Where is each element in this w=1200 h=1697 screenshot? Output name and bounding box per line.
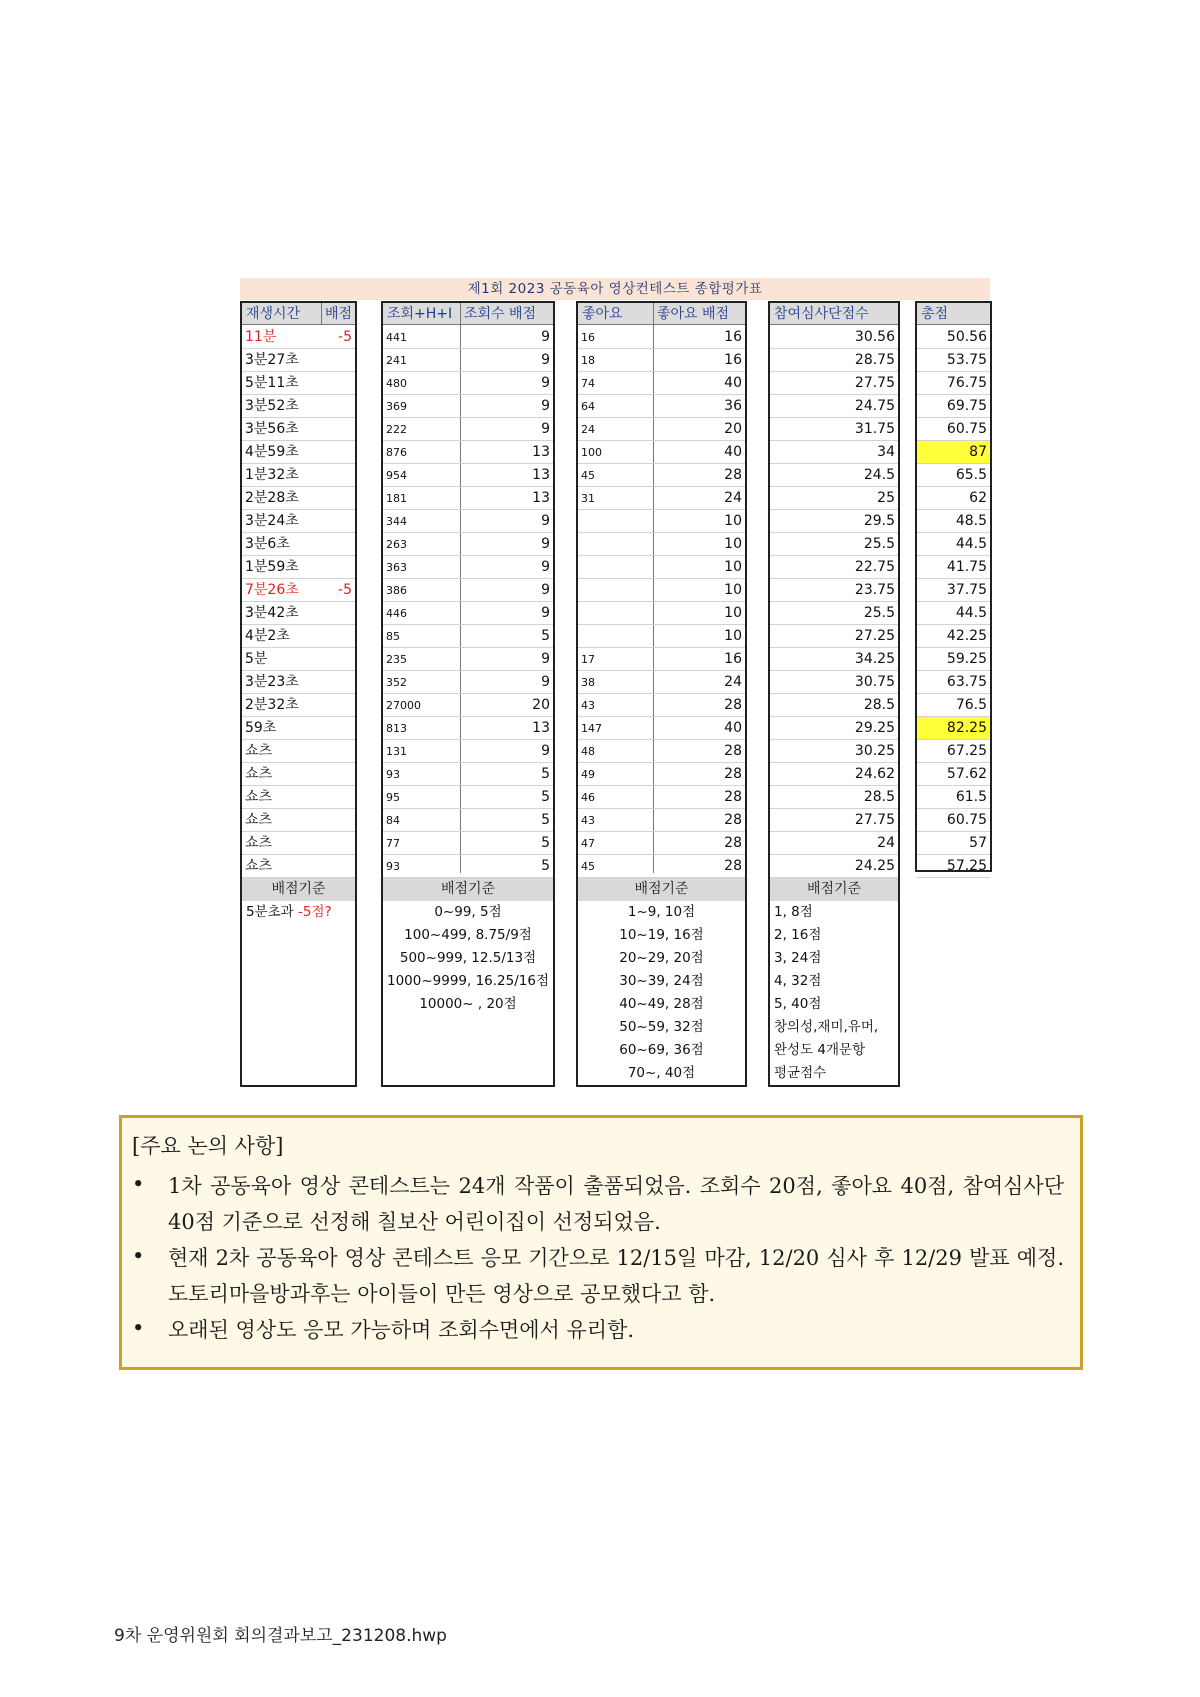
cell-views: 131	[383, 740, 461, 763]
cell-likes	[578, 556, 654, 579]
cell-total-score: 63.75	[917, 671, 990, 694]
cell-total-score: 44.5	[917, 533, 990, 556]
cell-views-score: 20	[461, 694, 553, 717]
cell-total-score: 50.56	[917, 326, 990, 349]
cell-likes	[578, 533, 654, 556]
criteria-views-item: 1000~9999, 16.25/16점	[386, 973, 550, 989]
criteria-judges-item: 1, 8점	[774, 904, 813, 920]
cell-total-score: 60.75	[917, 418, 990, 441]
cell-likes-score: 20	[654, 418, 745, 441]
cell-time-penalty	[322, 556, 355, 579]
cell-likes-score: 28	[654, 694, 745, 717]
cell-likes: 49	[578, 763, 654, 786]
cell-views-score: 5	[461, 832, 553, 855]
criteria-likes-item: 30~39, 24점	[619, 973, 704, 989]
cell-judge-score: 25.5	[770, 602, 898, 625]
cell-views-score: 5	[461, 625, 553, 648]
cell-views-score: 13	[461, 464, 553, 487]
cell-views: 441	[383, 326, 461, 349]
cell-views: 27000	[383, 694, 461, 717]
header-time-penalty: 배점	[322, 303, 355, 325]
discussion-heading: [주요 논의 사항]	[132, 1134, 284, 1158]
cell-play-time: 59초	[242, 717, 322, 740]
cell-time-penalty	[322, 740, 355, 763]
cell-likes-score: 40	[654, 372, 745, 395]
cell-likes-score: 16	[654, 648, 745, 671]
criteria-views-item: 10000~ , 20점	[419, 996, 517, 1012]
cell-total-score: 57.62	[917, 763, 990, 786]
cell-likes-score: 40	[654, 441, 745, 464]
cell-play-time: 쇼츠	[242, 786, 322, 809]
cell-play-time: 쇼츠	[242, 855, 322, 878]
time-column-group	[240, 301, 357, 1087]
criteria-judges-item: 완성도 4개문항	[774, 1042, 866, 1058]
cell-time-penalty	[322, 602, 355, 625]
table-title: 제1회 2023 공동육아 영상컨테스트 종합평가표	[240, 278, 990, 300]
cell-views-score: 9	[461, 349, 553, 372]
cell-views: 93	[383, 855, 461, 878]
evaluation-spreadsheet	[240, 278, 990, 1089]
cell-views: 480	[383, 372, 461, 395]
cell-time-penalty	[322, 648, 355, 671]
cell-total-score: 59.25	[917, 648, 990, 671]
cell-likes-score: 28	[654, 763, 745, 786]
cell-time-penalty	[322, 763, 355, 786]
cell-time-penalty	[322, 855, 355, 878]
criteria-likes-item: 10~19, 16점	[619, 927, 704, 943]
criteria-header: 배점기준	[242, 878, 355, 901]
cell-views: 954	[383, 464, 461, 487]
cell-views: 363	[383, 556, 461, 579]
cell-judge-score: 27.25	[770, 625, 898, 648]
cell-time-penalty	[322, 464, 355, 487]
cell-views-score: 5	[461, 809, 553, 832]
cell-likes: 18	[578, 349, 654, 372]
criteria-views-item: 0~99, 5점	[434, 904, 502, 920]
cell-likes-score: 28	[654, 855, 745, 878]
cell-likes: 43	[578, 809, 654, 832]
cell-likes-score: 10	[654, 556, 745, 579]
cell-views: 386	[383, 579, 461, 602]
criteria-judges-item: 창의성,재미,유머,	[774, 1019, 879, 1035]
cell-time-penalty	[322, 786, 355, 809]
cell-views-score: 9	[461, 671, 553, 694]
cell-likes: 74	[578, 372, 654, 395]
cell-time-penalty	[322, 510, 355, 533]
header-likes: 좋아요	[578, 303, 654, 325]
cell-time-penalty	[322, 717, 355, 740]
cell-likes-score: 16	[654, 326, 745, 349]
cell-likes-score: 28	[654, 740, 745, 763]
cell-likes	[578, 510, 654, 533]
cell-judge-score: 24.75	[770, 395, 898, 418]
cell-views: 352	[383, 671, 461, 694]
cell-judge-score: 25	[770, 487, 898, 510]
cell-likes: 43	[578, 694, 654, 717]
cell-play-time: 5분	[242, 648, 322, 671]
cell-likes: 45	[578, 855, 654, 878]
criteria-views-item: 500~999, 12.5/13점	[399, 950, 537, 966]
cell-views: 235	[383, 648, 461, 671]
criteria-views-item: 100~499, 8.75/9점	[404, 927, 532, 943]
cell-judge-score: 23.75	[770, 579, 898, 602]
cell-play-time: 3분23초	[242, 671, 322, 694]
criteria-likes-item: 50~59, 32점	[619, 1019, 704, 1035]
cell-views: 876	[383, 441, 461, 464]
header-judges: 참여심사단점수	[770, 303, 898, 325]
criteria-header: 배점기준	[383, 878, 553, 901]
cell-likes-score: 10	[654, 602, 745, 625]
cell-time-penalty	[322, 625, 355, 648]
views-column-group	[381, 301, 555, 1087]
cell-likes: 17	[578, 648, 654, 671]
cell-views-score: 13	[461, 441, 553, 464]
cell-views-score: 5	[461, 855, 553, 878]
total-column-group	[915, 301, 992, 872]
cell-play-time: 3분56초	[242, 418, 322, 441]
cell-total-score: 76.5	[917, 694, 990, 717]
cell-views-score: 9	[461, 418, 553, 441]
judges-column-group	[768, 301, 900, 1087]
cell-play-time: 3분6초	[242, 533, 322, 556]
cell-time-penalty	[322, 372, 355, 395]
cell-likes	[578, 579, 654, 602]
cell-judge-score: 29.25	[770, 717, 898, 740]
cell-total-score: 82.25	[917, 717, 990, 740]
cell-judge-score: 31.75	[770, 418, 898, 441]
cell-likes-score: 10	[654, 510, 745, 533]
cell-views-score: 5	[461, 786, 553, 809]
cell-views-score: 9	[461, 579, 553, 602]
cell-views-score: 9	[461, 556, 553, 579]
header-time: 재생시간	[242, 303, 322, 325]
cell-play-time: 7분26초	[242, 579, 322, 602]
cell-views: 813	[383, 717, 461, 740]
cell-likes: 48	[578, 740, 654, 763]
cell-likes-score: 28	[654, 786, 745, 809]
cell-judge-score: 27.75	[770, 372, 898, 395]
cell-likes-score: 28	[654, 809, 745, 832]
cell-likes	[578, 602, 654, 625]
cell-play-time: 4분59초	[242, 441, 322, 464]
cell-likes-score: 10	[654, 579, 745, 602]
cell-total-score: 76.75	[917, 372, 990, 395]
criteria-header: 배점기준	[578, 878, 745, 901]
cell-views: 263	[383, 533, 461, 556]
bullet-icon: •	[132, 1244, 145, 1268]
cell-play-time: 1분32초	[242, 464, 322, 487]
cell-judge-score: 24	[770, 832, 898, 855]
cell-total-score: 53.75	[917, 349, 990, 372]
cell-judge-score: 24.62	[770, 763, 898, 786]
cell-time-penalty	[322, 395, 355, 418]
cell-total-score: 61.5	[917, 786, 990, 809]
cell-views-score: 9	[461, 740, 553, 763]
cell-time-penalty: -5	[322, 326, 355, 349]
likes-column-group	[576, 301, 747, 1087]
cell-views: 77	[383, 832, 461, 855]
cell-likes-score: 36	[654, 395, 745, 418]
cell-total-score: 42.25	[917, 625, 990, 648]
header-total: 총점	[917, 303, 990, 325]
cell-total-score: 62	[917, 487, 990, 510]
cell-views: 369	[383, 395, 461, 418]
criteria-judges-item: 평균점수	[774, 1065, 827, 1081]
header-likes-score: 좋아요 배점	[654, 303, 745, 325]
cell-likes: 24	[578, 418, 654, 441]
criteria-judges-item: 5, 40점	[774, 996, 822, 1012]
cell-views-score: 9	[461, 326, 553, 349]
header-views-score: 조회수 배점	[461, 303, 553, 325]
discussion-item-3: 오래된 영상도 응모 가능하며 조회수면에서 유리함.	[168, 1318, 635, 1342]
criteria-likes-item: 70~, 40점	[627, 1065, 696, 1081]
cell-judge-score: 24.25	[770, 855, 898, 878]
criteria-time	[242, 901, 332, 924]
cell-play-time: 쇼츠	[242, 740, 322, 763]
cell-play-time: 3분27초	[242, 349, 322, 372]
cell-likes: 147	[578, 717, 654, 740]
cell-views: 446	[383, 602, 461, 625]
cell-judge-score: 27.75	[770, 809, 898, 832]
header-views: 조회+H+I	[383, 303, 461, 325]
cell-views-score: 9	[461, 372, 553, 395]
cell-time-penalty: -5	[322, 579, 355, 602]
cell-views-score: 9	[461, 648, 553, 671]
cell-judge-score: 30.75	[770, 671, 898, 694]
criteria-likes-item: 60~69, 36점	[619, 1042, 704, 1058]
cell-time-penalty	[322, 418, 355, 441]
cell-total-score: 57	[917, 832, 990, 855]
cell-judge-score: 30.25	[770, 740, 898, 763]
criteria-likes-item: 1~9, 10점	[627, 904, 696, 920]
cell-views: 95	[383, 786, 461, 809]
cell-play-time: 5분11초	[242, 372, 322, 395]
cell-play-time: 4분2초	[242, 625, 322, 648]
cell-views-score: 13	[461, 487, 553, 510]
cell-judge-score: 24.5	[770, 464, 898, 487]
criteria-judges-item: 3, 24점	[774, 950, 822, 966]
discussion-item-1: 1차 공동육아 영상 콘테스트는 24개 작품이 출품되었음. 조회수 20점, 좋아요 40점, 참여심사단 40점 기준으로 선정해 칠보산 어린이집이 선정되었음.	[168, 1174, 1064, 1234]
criteria-likes-item: 40~49, 28점	[619, 996, 704, 1012]
cell-judge-score: 30.56	[770, 326, 898, 349]
cell-likes-score: 28	[654, 832, 745, 855]
cell-likes-score: 10	[654, 533, 745, 556]
cell-play-time: 쇼츠	[242, 763, 322, 786]
discussion-item-2: 현재 2차 공동육아 영상 콘테스트 응모 기간으로 12/15일 마감, 12/20 심사 후 12/29 발표 예정. 도토리마을방과후는 아이들이 만든 영상으로 공모했다고 함.	[168, 1246, 1064, 1306]
cell-likes: 64	[578, 395, 654, 418]
cell-time-penalty	[322, 487, 355, 510]
cell-views-score: 13	[461, 717, 553, 740]
cell-likes	[578, 625, 654, 648]
cell-judge-score: 22.75	[770, 556, 898, 579]
cell-total-score: 57.25	[917, 855, 990, 878]
discussion-box	[119, 1115, 1083, 1370]
cell-play-time: 3분24초	[242, 510, 322, 533]
cell-likes-score: 10	[654, 625, 745, 648]
cell-views: 222	[383, 418, 461, 441]
cell-likes: 47	[578, 832, 654, 855]
cell-likes-score: 40	[654, 717, 745, 740]
cell-judge-score: 28.75	[770, 349, 898, 372]
cell-likes: 16	[578, 326, 654, 349]
cell-time-penalty	[322, 533, 355, 556]
cell-total-score: 65.5	[917, 464, 990, 487]
cell-judge-score: 25.5	[770, 533, 898, 556]
cell-likes: 100	[578, 441, 654, 464]
cell-judge-score: 28.5	[770, 786, 898, 809]
criteria-time-penalty: -5점?	[298, 904, 332, 920]
cell-views: 85	[383, 625, 461, 648]
cell-views-score: 9	[461, 533, 553, 556]
cell-total-score: 41.75	[917, 556, 990, 579]
cell-views: 241	[383, 349, 461, 372]
cell-total-score: 60.75	[917, 809, 990, 832]
cell-play-time: 3분42초	[242, 602, 322, 625]
cell-play-time: 3분52초	[242, 395, 322, 418]
cell-play-time: 2분28초	[242, 487, 322, 510]
cell-judge-score: 34.25	[770, 648, 898, 671]
cell-play-time: 쇼츠	[242, 809, 322, 832]
criteria-judges-item: 2, 16점	[774, 927, 822, 943]
cell-play-time: 쇼츠	[242, 832, 322, 855]
cell-views-score: 9	[461, 510, 553, 533]
cell-likes-score: 28	[654, 464, 745, 487]
cell-likes: 45	[578, 464, 654, 487]
cell-total-score: 37.75	[917, 579, 990, 602]
criteria-judges-item: 4, 32점	[774, 973, 822, 989]
cell-play-time: 11분	[242, 326, 322, 349]
cell-time-penalty	[322, 349, 355, 372]
cell-judge-score: 34	[770, 441, 898, 464]
cell-time-penalty	[322, 809, 355, 832]
cell-total-score: 44.5	[917, 602, 990, 625]
cell-total-score: 67.25	[917, 740, 990, 763]
cell-time-penalty	[322, 671, 355, 694]
criteria-likes-item: 20~29, 20점	[619, 950, 704, 966]
cell-play-time: 2분32초	[242, 694, 322, 717]
cell-total-score: 69.75	[917, 395, 990, 418]
file-name-footer: 9차 운영위원회 회의결과보고_231208.hwp	[114, 1626, 447, 1646]
cell-judge-score: 28.5	[770, 694, 898, 717]
cell-likes-score: 24	[654, 487, 745, 510]
cell-views-score: 9	[461, 602, 553, 625]
cell-total-score: 87	[917, 441, 990, 464]
cell-total-score: 48.5	[917, 510, 990, 533]
bullet-icon: •	[132, 1172, 145, 1196]
cell-likes: 38	[578, 671, 654, 694]
cell-judge-score: 29.5	[770, 510, 898, 533]
cell-likes-score: 16	[654, 349, 745, 372]
cell-views: 181	[383, 487, 461, 510]
bullet-icon: •	[132, 1316, 145, 1340]
cell-likes: 46	[578, 786, 654, 809]
cell-likes-score: 24	[654, 671, 745, 694]
criteria-header: 배점기준	[770, 878, 898, 901]
criteria-time-label: 5분초과	[246, 904, 299, 920]
cell-views-score: 9	[461, 395, 553, 418]
cell-views: 93	[383, 763, 461, 786]
cell-time-penalty	[322, 832, 355, 855]
cell-play-time: 1분59초	[242, 556, 322, 579]
cell-views: 84	[383, 809, 461, 832]
cell-views: 344	[383, 510, 461, 533]
cell-time-penalty	[322, 441, 355, 464]
cell-time-penalty	[322, 694, 355, 717]
cell-views-score: 5	[461, 763, 553, 786]
cell-likes: 31	[578, 487, 654, 510]
